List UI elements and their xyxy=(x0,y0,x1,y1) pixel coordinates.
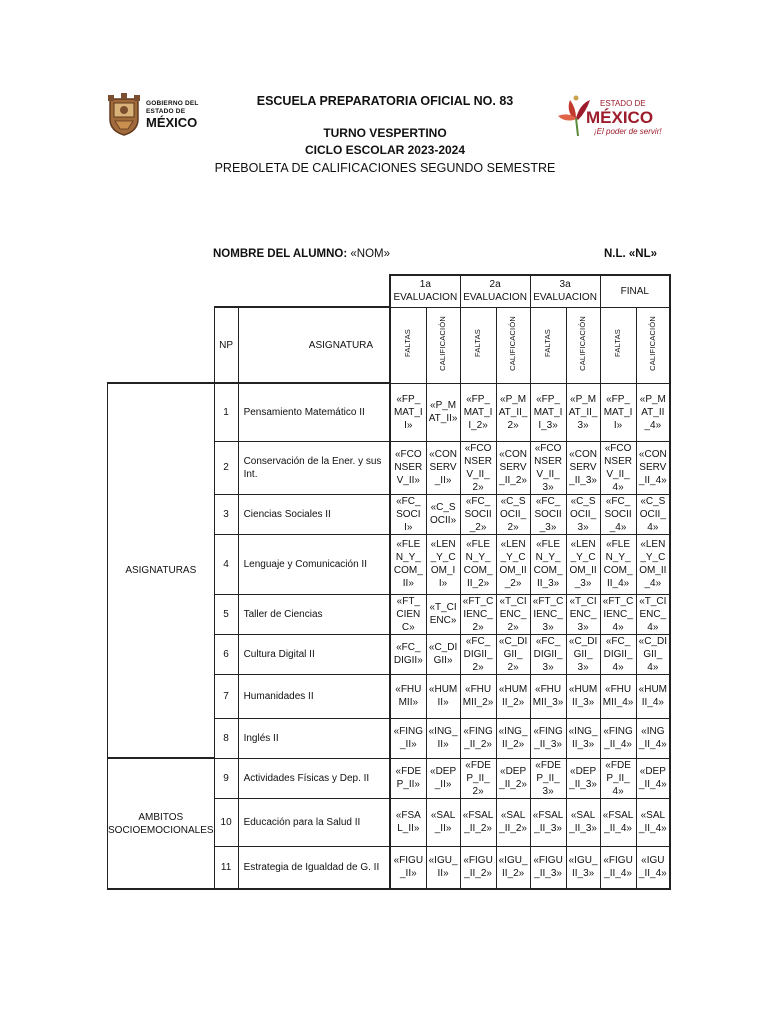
faltas-value: «FC_SOCII» xyxy=(390,494,426,534)
faltas-value: «FSAL_II» xyxy=(390,798,426,846)
row-number: 11 xyxy=(214,846,238,889)
faltas-value: «FLEN_Y_COM_II_3» xyxy=(530,534,566,594)
row-number: 9 xyxy=(214,758,238,798)
row-number: 3 xyxy=(214,494,238,534)
faltas-value: «FIGU_II_3» xyxy=(530,846,566,889)
row-number: 5 xyxy=(214,594,238,634)
faltas-value: «FT_CIENC_3» xyxy=(530,594,566,634)
faltas-value: «FHUMII_2» xyxy=(460,674,496,718)
faltas-value: «FLEN_Y_COM_II_2» xyxy=(460,534,496,594)
row-number: 2 xyxy=(214,441,238,494)
logo-left-line2: ESTADO DE xyxy=(146,107,186,115)
calificacion-value: «HUMII_4» xyxy=(636,674,670,718)
state-seal-icon xyxy=(106,93,142,137)
faltas-value: «FC_SOCII_3» xyxy=(530,494,566,534)
calificacion-value: «ING_II» xyxy=(426,718,460,758)
calificacion-value: «P_MAT_II_3» xyxy=(566,383,600,441)
calificacion-value: «HUMII_3» xyxy=(566,674,600,718)
faltas-value: «FDEP_II_3» xyxy=(530,758,566,798)
calificacion-value: «SAL_II_4» xyxy=(636,798,670,846)
grades-table xyxy=(107,274,671,890)
faltas-header: FALTAS xyxy=(613,328,623,357)
calificacion-value: «C_DIGII_4» xyxy=(636,634,670,674)
faltas-value: «FDEP_II_4» xyxy=(600,758,636,798)
faltas-value: «FT_CIENC» xyxy=(390,594,426,634)
faltas-value: «FC_DIGII_4» xyxy=(600,634,636,674)
subject-name: Educación para la Salud II xyxy=(238,798,390,846)
subject-name: Ciencias Sociales II xyxy=(238,494,390,534)
faltas-value: «FC_SOCII_4» xyxy=(600,494,636,534)
calificacion-value: «CONSERV_II_4» xyxy=(636,441,670,494)
calificacion-value: «P_MAT_II» xyxy=(426,383,460,441)
subject-header: ASIGNATURA xyxy=(238,307,390,383)
period-header: FINAL xyxy=(600,275,670,307)
calificacion-value: «T_CIENC» xyxy=(426,594,460,634)
calificacion-value: «P_MAT_II_2» xyxy=(496,383,530,441)
calificacion-value: «SAL_II» xyxy=(426,798,460,846)
calificacion-value: «ING_II_4» xyxy=(636,718,670,758)
subject-name: Taller de Ciencias xyxy=(238,594,390,634)
calificacion-header: CALIFICACIÓN xyxy=(438,315,448,371)
school-title: ESCUELA PREPARATORIA OFICIAL NO. 83 xyxy=(256,94,514,108)
calificacion-value: «LEN_Y_COM_II» xyxy=(426,534,460,594)
calificacion-header: CALIFICACIÓN xyxy=(647,315,657,371)
student-name-line xyxy=(213,248,390,260)
faltas-value: «FING_II_2» xyxy=(460,718,496,758)
faltas-value: «FC_DIGII_2» xyxy=(460,634,496,674)
calificacion-value: «C_DIGII_3» xyxy=(566,634,600,674)
row-number: 10 xyxy=(214,798,238,846)
row-number: 1 xyxy=(214,383,238,441)
faltas-value: «FC_DIGII_3» xyxy=(530,634,566,674)
calificacion-header: CALIFICACIÓN xyxy=(508,315,518,371)
faltas-value: «FC_SOCII_2» xyxy=(460,494,496,534)
faltas-value: «FSAL_II_3» xyxy=(530,798,566,846)
faltas-value: «FDEP_II» xyxy=(390,758,426,798)
student-name-label: NOMBRE DEL ALUMNO: xyxy=(213,248,348,260)
calificacion-value: «T_CIENC_4» xyxy=(636,594,670,634)
subject-name: Cultura Digital II xyxy=(238,634,390,674)
calificacion-value: «C_DIGII» xyxy=(426,634,460,674)
calificacion-value: «ING_II_2» xyxy=(496,718,530,758)
calificacion-value: «T_CIENC_3» xyxy=(566,594,600,634)
faltas-header: FALTAS xyxy=(473,328,483,357)
group-label: AMBITOS SOCIOEMOCIONALES xyxy=(108,758,215,889)
gobierno-wordmark xyxy=(146,101,199,129)
faltas-value: «FING_II_3» xyxy=(530,718,566,758)
faltas-value: «FING_II_4» xyxy=(600,718,636,758)
period-header: 2a EVALUACION xyxy=(460,275,530,307)
logo-right-line1: ESTADO DE xyxy=(600,99,646,108)
gobierno-logo xyxy=(106,92,206,138)
calificacion-value: «C_SOCII_3» xyxy=(566,494,600,534)
calificacion-value: «IGU_II» xyxy=(426,846,460,889)
shift-title: TURNO VESPERTINO xyxy=(323,126,447,140)
faltas-value: «FP_MAT_II» xyxy=(600,383,636,441)
faltas-value: «FIGU_II» xyxy=(390,846,426,889)
table-row xyxy=(108,383,671,441)
report-title: PREBOLETA DE CALIFICACIONES SEGUNDO SEMESTRE xyxy=(214,161,556,175)
subject-name: Inglés II xyxy=(238,718,390,758)
cycle-title: CICLO ESCOLAR 2023-2024 xyxy=(304,143,466,157)
calificacion-value: «CONSERV_II_3» xyxy=(566,441,600,494)
faltas-value: «FLEN_Y_COM_II» xyxy=(390,534,426,594)
calificacion-value: «C_SOCII_4» xyxy=(636,494,670,534)
faltas-value: «FP_MAT_II_2» xyxy=(460,383,496,441)
calificacion-value: «CONSERV_II» xyxy=(426,441,460,494)
calificacion-value: «SAL_II_2» xyxy=(496,798,530,846)
calificacion-value: «T_CIENC_2» xyxy=(496,594,530,634)
faltas-header: FALTAS xyxy=(403,328,413,357)
faltas-value: «FC_DIGII» xyxy=(390,634,426,674)
faltas-value: «FING_II» xyxy=(390,718,426,758)
faltas-value: «FT_CIENC_4» xyxy=(600,594,636,634)
calificacion-value: «CONSERV_II_2» xyxy=(496,441,530,494)
faltas-value: «FCONSERV_II_3» xyxy=(530,441,566,494)
calificacion-value: «LEN_Y_COM_II_4» xyxy=(636,534,670,594)
np-header: NP xyxy=(214,307,238,383)
calificacion-value: «HUMII» xyxy=(426,674,460,718)
period-header: 3a EVALUACION xyxy=(530,275,600,307)
subject-name: Estrategia de Igualdad de G. II xyxy=(238,846,390,889)
calificacion-value: «LEN_Y_COM_II_3» xyxy=(566,534,600,594)
period-header: 1a EVALUACION xyxy=(390,275,460,307)
faltas-header: FALTAS xyxy=(543,328,553,357)
logo-right-slogan: ¡El poder de servir! xyxy=(594,127,662,136)
faltas-value: «FP_MAT_II» xyxy=(390,383,426,441)
calificacion-value: «DEP_II_4» xyxy=(636,758,670,798)
faltas-value: «FT_CIENC_2» xyxy=(460,594,496,634)
subject-name: Lenguaje y Comunicación II xyxy=(238,534,390,594)
calificacion-value: «HUMII_2» xyxy=(496,674,530,718)
calificacion-value: «ING_II_3» xyxy=(566,718,600,758)
calificacion-value: «IGU_II_3» xyxy=(566,846,600,889)
grade-rows xyxy=(108,383,671,889)
faltas-value: «FCONSERV_II» xyxy=(390,441,426,494)
faltas-value: «FHUMII_3» xyxy=(530,674,566,718)
calificacion-value: «DEP_II_3» xyxy=(566,758,600,798)
subject-name: Humanidades II xyxy=(238,674,390,718)
student-name-value: «NOM» xyxy=(350,248,390,260)
faltas-value: «FSAL_II_2» xyxy=(460,798,496,846)
faltas-value: «FLEN_Y_COM_II_4» xyxy=(600,534,636,594)
column-header-row xyxy=(108,307,671,383)
subject-name: Actividades Físicas y Dep. II xyxy=(238,758,390,798)
calificacion-value: «IGU_II_4» xyxy=(636,846,670,889)
faltas-value: «FHUMII» xyxy=(390,674,426,718)
calificacion-value: «DEP_II» xyxy=(426,758,460,798)
calificacion-value: «LEN_Y_COM_II_2» xyxy=(496,534,530,594)
faltas-value: «FIGU_II_2» xyxy=(460,846,496,889)
calificacion-value: «P_MAT_II_4» xyxy=(636,383,670,441)
table-row xyxy=(108,758,671,798)
group-label: ASIGNATURAS xyxy=(108,383,215,758)
faltas-value: «FCONSERV_II_2» xyxy=(460,441,496,494)
logo-left-line1: GOBIERNO DEL xyxy=(146,100,199,107)
row-number: 4 xyxy=(214,534,238,594)
calificacion-value: «C_DIGII_2» xyxy=(496,634,530,674)
faltas-value: «FCONSERV_II_4» xyxy=(600,441,636,494)
row-number: 7 xyxy=(214,674,238,718)
estado-de-mexico-logo xyxy=(556,92,666,142)
calificacion-value: «DEP_II_2» xyxy=(496,758,530,798)
row-number: 6 xyxy=(214,634,238,674)
logo-left-line3: MÉXICO xyxy=(146,115,198,130)
student-nl: N.L. «NL» xyxy=(604,248,658,260)
calificacion-header: CALIFICACIÓN xyxy=(578,315,588,371)
faltas-value: «FP_MAT_II_3» xyxy=(530,383,566,441)
faltas-value: «FSAL_II_4» xyxy=(600,798,636,846)
faltas-value: «FHUMII_4» xyxy=(600,674,636,718)
calificacion-value: «C_SOCII_2» xyxy=(496,494,530,534)
row-number: 8 xyxy=(214,718,238,758)
faltas-value: «FIGU_II_4» xyxy=(600,846,636,889)
faltas-value: «FDEP_II_2» xyxy=(460,758,496,798)
logo-right-line2: MÉXICO xyxy=(586,108,654,127)
calificacion-value: «C_SOCII» xyxy=(426,494,460,534)
calificacion-value: «IGU_II_2» xyxy=(496,846,530,889)
period-header-row xyxy=(108,275,671,307)
subject-name: Conservación de la Ener. y sus Int. xyxy=(238,441,390,494)
subject-name: Pensamiento Matemático II xyxy=(238,383,390,441)
calificacion-value: «SAL_II_3» xyxy=(566,798,600,846)
